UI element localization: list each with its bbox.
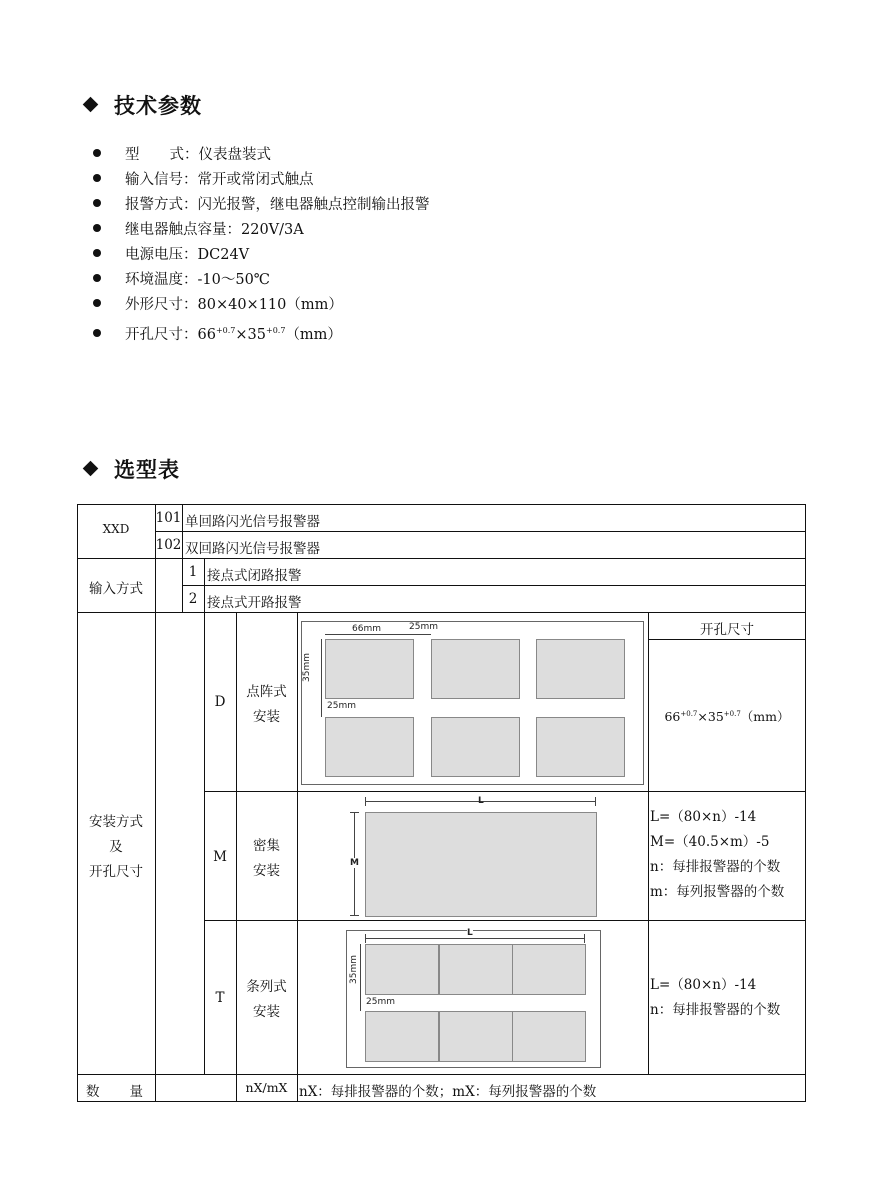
dim-66mm: 66mm (352, 624, 381, 634)
dense-mount-diagram (365, 812, 597, 917)
bullet-icon (93, 224, 101, 232)
desc-1: 接点式闭路报警 (207, 568, 302, 584)
diamond-bullet-icon (83, 461, 99, 477)
dim-35mm: 35mm (302, 653, 312, 682)
qty-code: nX/mX (245, 1080, 288, 1095)
spec-item: 环境温度：-10～50℃ (93, 268, 430, 293)
diamond-bullet-icon (83, 97, 99, 113)
dim-l: L (478, 796, 484, 806)
bullet-icon (93, 329, 101, 337)
m-code: M (213, 849, 227, 865)
qty-desc: nX：每排报警器的个数；mX：每列报警器的个数 (299, 1084, 597, 1100)
bullet-icon (93, 174, 101, 182)
spec-item: 输入信号：常开或常闭式触点 (93, 168, 430, 193)
spec-list (93, 143, 430, 348)
m-name: 密集 安装 (253, 838, 280, 879)
spec-item: 电源电压：DC24V (93, 243, 430, 268)
t-name: 条列式 安装 (246, 979, 287, 1020)
desc-101: 单回路闪光信号报警器 (185, 514, 320, 530)
spec-item: 继电器触点容量：220V/3A (93, 218, 430, 243)
code-1: 1 (188, 564, 198, 580)
spec-item: 开孔尺寸：$66^{+0.7}\times 35^{+0.7}(mm)$ (93, 318, 430, 348)
input-method-label: 输入方式 (89, 581, 143, 597)
dim-l: L (467, 928, 473, 938)
dim-m: M (350, 858, 359, 868)
m-formula: L=（80×n）-14 M=（40.5×m）-5 n：每排报警器的个数 m：每列报警器的个数 (650, 809, 785, 900)
qty-label: 数 量 (86, 1084, 143, 1100)
code-102: 102 (155, 537, 182, 553)
model-prefix: XXD (102, 522, 130, 536)
dim-35mm: 35mm (349, 955, 359, 984)
spec-item: 报警方式：闪光报警，继电器触点控制输出报警 (93, 193, 430, 218)
dim-25mm-v: 25mm (327, 701, 356, 711)
spec-item: 型 式：仪表盘装式 (93, 143, 430, 168)
section-title-select: 选型表 (82, 454, 180, 484)
code-2: 2 (188, 591, 198, 607)
bullet-icon (93, 274, 101, 282)
t-code: T (215, 990, 225, 1006)
d-code: D (214, 694, 226, 710)
bullet-icon (93, 249, 101, 257)
cutout-header: 开孔尺寸 (700, 622, 754, 638)
mount-label: 安装方式 及 开孔尺寸 (89, 814, 143, 880)
d-cutout-size: $66^{+0.7}\times 35^{+0.7}(mm)$ (664, 709, 790, 724)
bullet-icon (93, 199, 101, 207)
t-formula: L=（80×n）-14 n：每排报警器的个数 (650, 977, 781, 1018)
bullet-icon (93, 299, 101, 307)
section-title-tech: 技术参数 (82, 90, 202, 120)
desc-102: 双回路闪光信号报警器 (185, 541, 320, 557)
bullet-icon (93, 149, 101, 157)
d-name: 点阵式 安装 (246, 684, 287, 725)
spec-item: 外形尺寸：80×40×110（mm） (93, 293, 430, 318)
dim-25mm-h: 25mm (409, 622, 438, 632)
dim-25mm: 25mm (366, 997, 395, 1007)
desc-2: 接点式开路报警 (207, 595, 302, 611)
code-101: 101 (155, 510, 182, 526)
